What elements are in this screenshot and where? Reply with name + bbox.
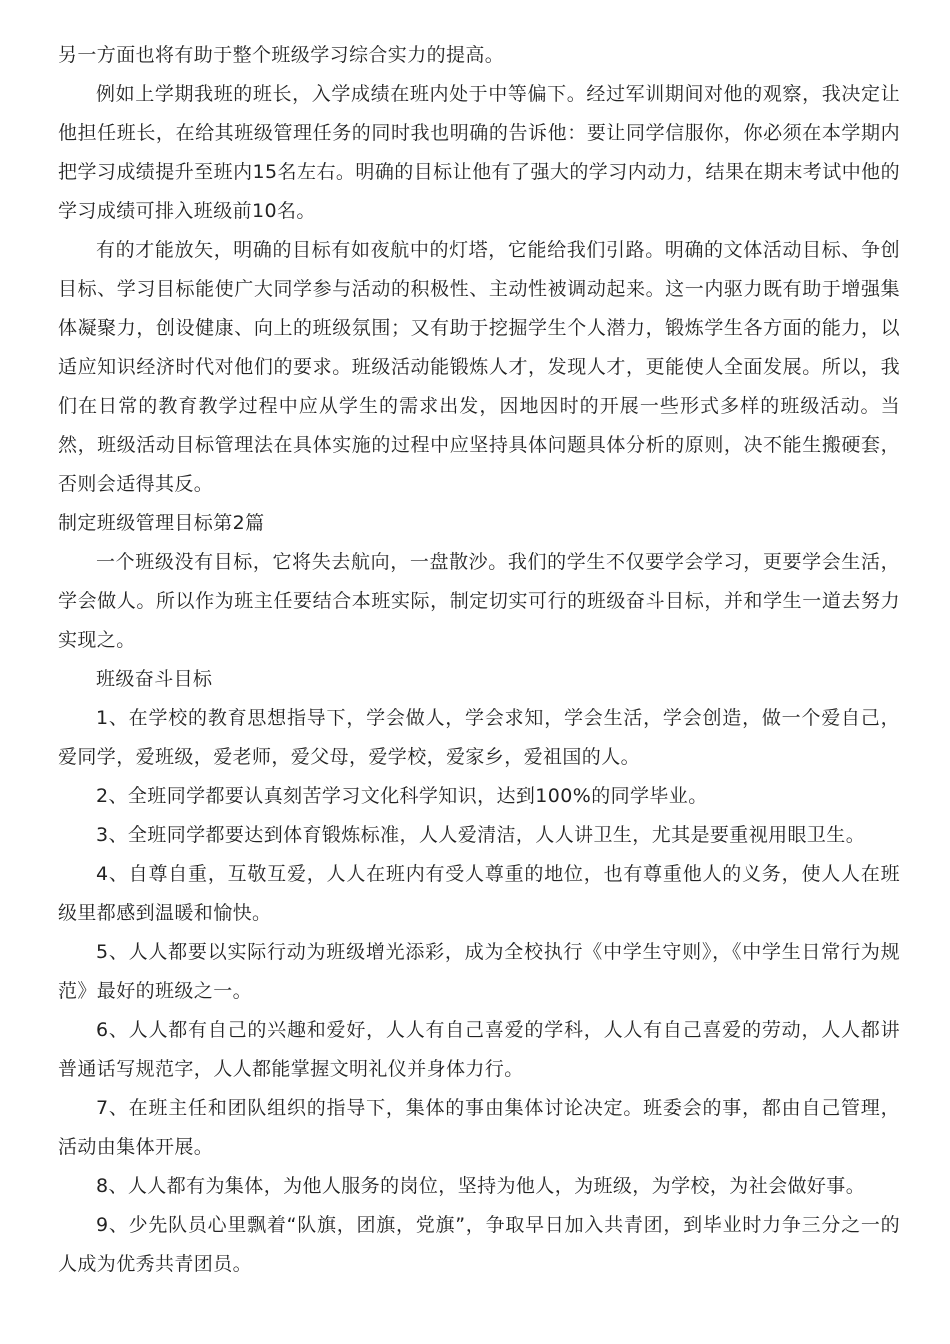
- goal-item-6: 6、人人都有自己的兴趣和爱好，人人有自己喜爱的学科，人人有自己喜爱的劳动，人人都讲普通话写规范字，人人都能掌握文明礼仪并身体力行。: [58, 1019, 900, 1080]
- subheading-class-goals: 班级奋斗目标: [96, 668, 213, 690]
- goal-item-2: 2、全班同学都要认真刻苦学习文化科学知识，达到100%的同学毕业。: [96, 785, 708, 807]
- section-heading: 制定班级管理目标第2篇: [58, 512, 265, 534]
- goal-item-8: 8、人人都有为集体，为他人服务的岗位，坚持为他人，为班级，为学校，为社会做好事。: [96, 1175, 866, 1197]
- paragraph-monitor-example: 例如上学期我班的班长，入学成绩在班内处于中等偏下。经过军训期间对他的观察，我决定让他担任班长，在给其班级管理任务的同时我也明确的告诉他：要让同学信服你，你必须在本学期内把学习成绩提升至班内15名左右。明确的目标让他有了强大的学习内动力，结果在期末考试中他的学习成绩可排入班级前10名。: [58, 83, 900, 222]
- goal-item-1: 1、在学校的教育思想指导下，学会做人，学会求知，学会生活，学会创造，做一个爱自己，爱同学，爱班级，爱老师，爱父母，爱学校，爱家乡，爱祖国的人。: [58, 707, 900, 768]
- document-page: [58, 36, 900, 1284]
- goal-item-3: 3、全班同学都要达到体育锻炼标准，人人爱清洁，人人讲卫生，尤其是要重视用眼卫生。: [96, 824, 866, 846]
- goal-item-4: 4、自尊自重，互敬互爱，人人在班内有受人尊重的地位，也有尊重他人的义务，使人人在班级里都感到温暖和愉快。: [58, 863, 900, 924]
- paragraph-class-goal-intro: 一个班级没有目标，它将失去航向，一盘散沙。我们的学生不仅要学会学习，更要学会生活，学会做人。所以作为班主任要结合本班实际，制定切实可行的班级奋斗目标，并和学生一道去努力实现之。: [58, 551, 900, 651]
- goal-item-9: 9、少先队员心里飘着“队旗，团旗，党旗”，争取早日加入共青团，到毕业时力争三分之一的人成为优秀共青团员。: [58, 1214, 900, 1275]
- paragraph-clear-goals: 有的才能放矢，明确的目标有如夜航中的灯塔，它能给我们引路。明确的文体活动目标、争创目标、学习目标能使广大同学参与活动的积极性、主动性被调动起来。这一内驱力既有助于增强集体凝聚力，创设健康、向上的班级氛围；又有助于挖掘学生个人潜力，锻炼学生各方面的能力，以适应知识经济时代对他们的要求。班级活动能锻炼人才，发现人才，更能使人全面发展。所以，我们在日常的教育教学过程中应从学生的需求出发，因地因时的开展一些形式多样的班级活动。当然，班级活动目标管理法在具体实施的过程中应坚持具体问题具体分析的原则，决不能生搬硬套，否则会适得其反。: [58, 239, 900, 495]
- goal-item-5: 5、人人都要以实际行动为班级增光添彩，成为全校执行《中学生守则》，《中学生日常行为规范》最好的班级之一。: [58, 941, 900, 1002]
- goal-item-7: 7、在班主任和团队组织的指导下，集体的事由集体讨论决定。班委会的事，都由自己管理，活动由集体开展。: [58, 1097, 900, 1158]
- paragraph-intro-continuation: 另一方面也将有助于整个班级学习综合实力的提高。: [58, 44, 505, 66]
